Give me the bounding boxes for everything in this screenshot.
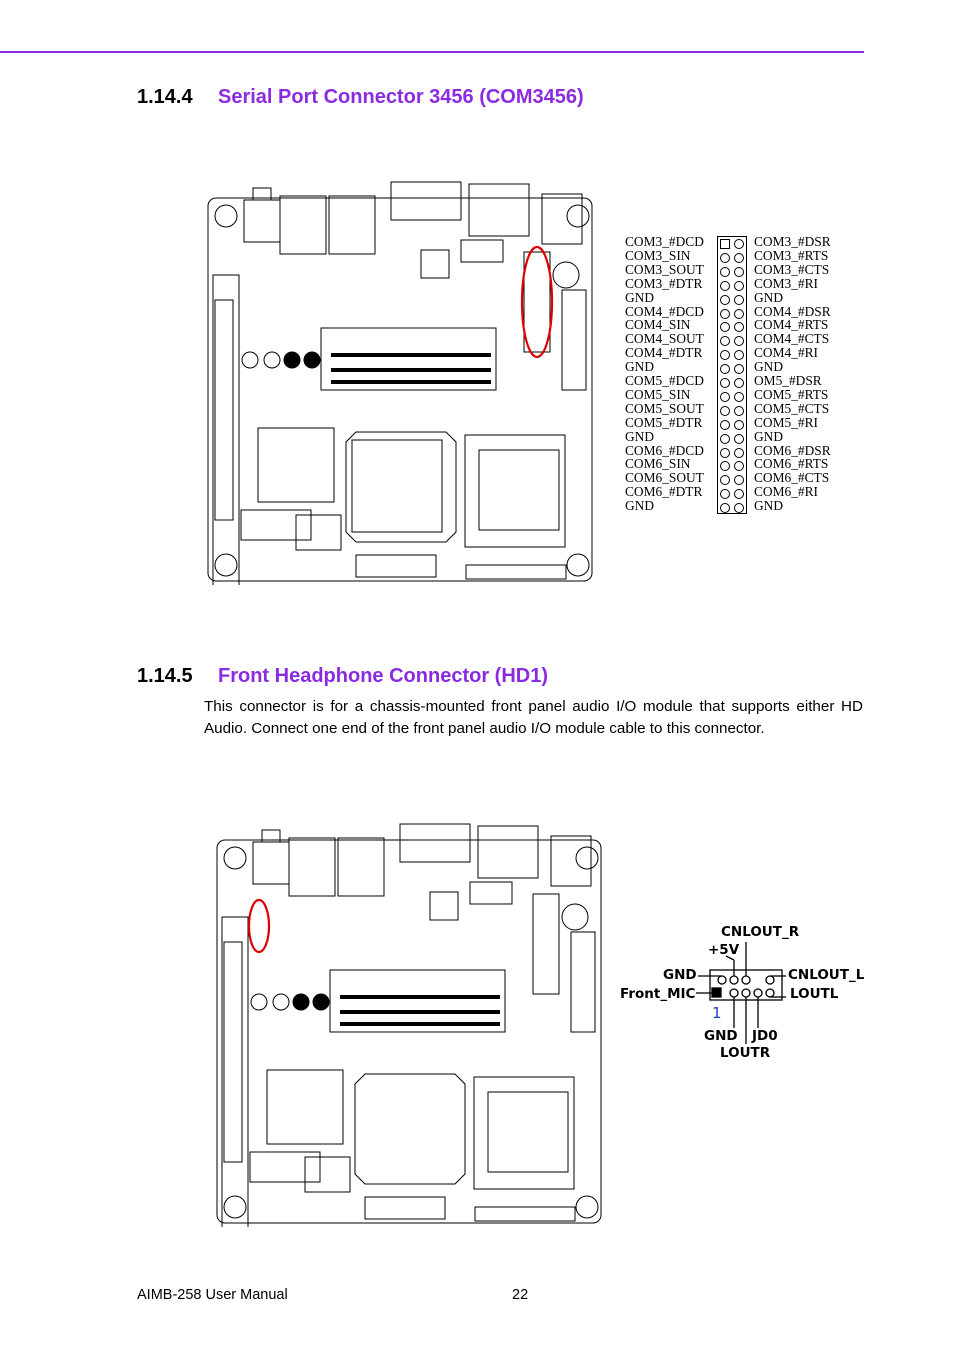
pin-circle <box>734 309 744 319</box>
pin-circle <box>720 364 730 374</box>
pin-label-left: COM6_SOUT <box>625 470 704 486</box>
footer-manual: AIMB-258 User Manual <box>137 1287 288 1303</box>
hd1-header-drawing <box>618 922 868 1067</box>
pin-label-right: COM5_#RTS <box>754 386 829 402</box>
motherboard-diagram-com3456 <box>206 180 596 585</box>
pin-label-left: GND <box>625 359 655 375</box>
label-gnd-top: GND <box>663 967 697 983</box>
pin-label-right: COM5_#RI <box>754 414 818 430</box>
pin-circle <box>720 392 730 402</box>
section-title: Serial Port Connector 3456 (COM3456) <box>218 86 584 108</box>
pin-circle <box>720 350 730 360</box>
pin-circle <box>734 406 744 416</box>
pin-label-left: COM3_#DTR <box>625 275 703 291</box>
pin-label-right: OM5_#DSR <box>754 373 822 388</box>
section-heading-com3456 <box>137 86 584 109</box>
pin-label-right: COM4_#RI <box>754 345 818 361</box>
pin-circle <box>720 378 730 388</box>
pin-label-right: COM3_#CTS <box>754 261 830 277</box>
pin-circle <box>734 461 744 471</box>
pin-circle <box>720 434 730 444</box>
pin-label-left: COM3_SIN <box>625 247 691 263</box>
pin-label-right: COM3_#DSR <box>754 234 831 249</box>
label-front-mic: Front_MIC <box>620 986 696 1002</box>
hd1-description: This connector is for a chassis-mounted front panel audio I/O module that supports either HD Audio. Connect one end of the front panel audio I/O module cable to this connector. <box>204 698 863 737</box>
pin-circle <box>734 336 744 346</box>
pin-circle <box>734 503 744 513</box>
pin-label-right: COM3_#RI <box>754 275 818 291</box>
pin-label-left: COM4_#DCD <box>625 303 704 319</box>
pin-label-left: COM3_SOUT <box>625 261 704 277</box>
pin-circle <box>734 295 744 305</box>
label-loutl: LOUTL <box>790 986 839 1002</box>
pin-circle <box>734 322 744 332</box>
pin-label-right: GND <box>754 498 784 514</box>
pin-one-square <box>720 239 730 249</box>
header-rule <box>0 51 864 53</box>
pin-circle <box>734 378 744 388</box>
pin-label-left: COM5_SIN <box>625 386 691 402</box>
pin-label-left: COM5_SOUT <box>625 400 704 416</box>
section-heading-hd1 <box>137 665 548 688</box>
label-gnd-bottom: GND <box>704 1028 738 1044</box>
pin-circle <box>720 281 730 291</box>
pin-circle <box>734 475 744 485</box>
pin-label-left: COM5_#DCD <box>625 373 704 388</box>
hd1-pinout-diagram <box>618 922 868 1067</box>
pin-circle <box>734 392 744 402</box>
section-number: 1.14.4 <box>137 86 193 108</box>
pin-label-left: COM3_#DCD <box>625 234 704 249</box>
pin-label-right: COM5_#CTS <box>754 400 830 416</box>
pin-label-left: GND <box>625 498 655 514</box>
label-pin-one: 1 <box>712 1004 722 1022</box>
pin-label-left: COM4_SOUT <box>625 331 704 347</box>
pin-circle <box>720 475 730 485</box>
pin-circle <box>734 434 744 444</box>
pin-label-right: COM4_#RTS <box>754 317 829 333</box>
pin-label-left: COM4_#DTR <box>625 345 703 361</box>
pin-circle <box>720 489 730 499</box>
pin-circle <box>720 448 730 458</box>
section-number: 1.14.5 <box>137 665 193 687</box>
pin-circle <box>720 309 730 319</box>
pin-circle <box>734 267 744 277</box>
pin-label-left: COM6_#DTR <box>625 484 703 500</box>
pin-circle <box>734 364 744 374</box>
pin-circle <box>734 350 744 360</box>
pin-circle <box>720 503 730 513</box>
pin-circle <box>734 489 744 499</box>
com3456-header <box>717 236 747 514</box>
pin-circle <box>720 267 730 277</box>
pin-label-right: GND <box>754 289 784 305</box>
label-5v: +5V <box>708 942 740 958</box>
pin-label-left: COM5_#DTR <box>625 414 703 430</box>
pin-label-left: GND <box>625 289 655 305</box>
pin-circle <box>734 239 744 249</box>
pin-circle <box>734 281 744 291</box>
pin-circle <box>720 420 730 430</box>
label-jd0: JD0 <box>752 1028 778 1044</box>
pin-label-left: COM6_SIN <box>625 456 691 472</box>
pin-label-right: COM6_#DSR <box>754 442 831 458</box>
pin-label-right: COM4_#DSR <box>754 303 831 319</box>
pin-circle <box>734 420 744 430</box>
pin-label-right: COM4_#CTS <box>754 331 830 347</box>
pin-label-right: GND <box>754 359 784 375</box>
pin-circle <box>720 461 730 471</box>
section-title: Front Headphone Connector (HD1) <box>218 665 548 687</box>
motherboard-diagram-hd1 <box>215 822 605 1227</box>
pin-label-left: COM4_SIN <box>625 317 691 333</box>
pin-label-right: GND <box>754 428 784 444</box>
pin-circle <box>734 253 744 263</box>
label-loutr: LOUTR <box>720 1045 771 1061</box>
pin-circle <box>734 448 744 458</box>
label-cnlout-r: CNLOUT_R <box>721 924 800 940</box>
pin-label-right: COM6_#RI <box>754 484 818 500</box>
pin-circle <box>720 406 730 416</box>
pin-label-left: COM6_#DCD <box>625 442 704 458</box>
pin-label-right: COM6_#RTS <box>754 456 829 472</box>
pin-label-left: GND <box>625 428 655 444</box>
footer-page-number: 22 <box>512 1287 529 1303</box>
label-cnlout-l: CNLOUT_L <box>788 967 865 983</box>
pin-label-right: COM3_#RTS <box>754 247 829 263</box>
pin-circle <box>720 336 730 346</box>
pin-circle <box>720 322 730 332</box>
pin-circle <box>720 253 730 263</box>
pin-label-right: COM6_#CTS <box>754 470 830 486</box>
pin-circle <box>720 295 730 305</box>
